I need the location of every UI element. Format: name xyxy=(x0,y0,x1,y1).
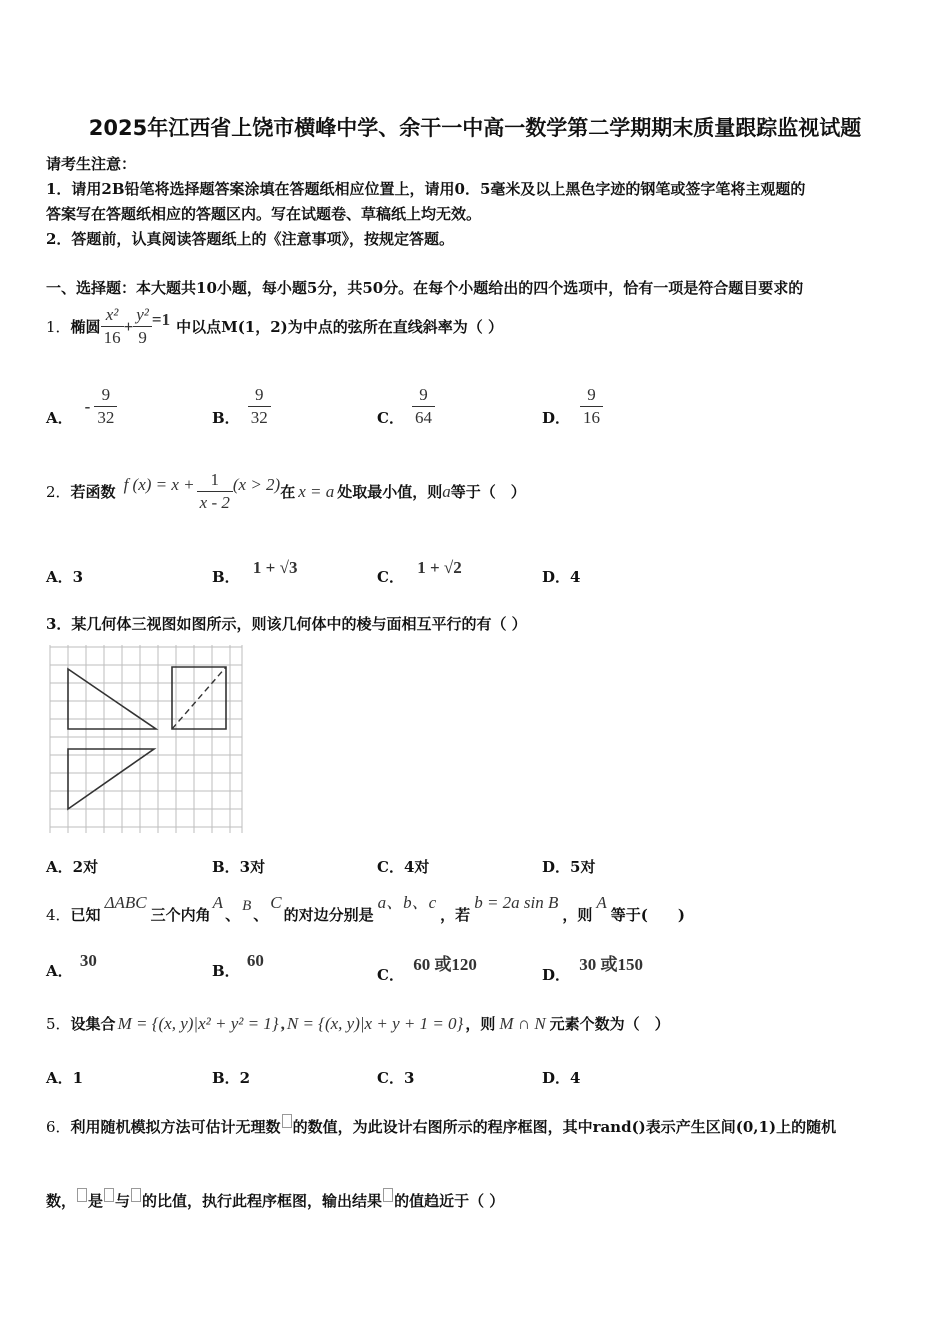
q1-option-c-label: C． xyxy=(377,409,404,427)
q2-option-d[interactable]: D．4 xyxy=(542,568,581,586)
q1-frac1-den: 16 xyxy=(103,328,121,347)
q4-option-c[interactable] xyxy=(377,955,477,985)
q2-prefix: 若函数 xyxy=(70,483,116,501)
q4-sep1: 、 xyxy=(225,906,241,924)
notice-line-1b: 答案写在答题纸相应的答题区内。写在试题卷、草稿纸上均无效。 xyxy=(46,205,482,223)
missing-symbol-box xyxy=(383,1188,393,1202)
q1-equals: =1 xyxy=(151,309,171,329)
q4-mid3: ，若 xyxy=(440,906,471,924)
page-title: 2025年江西省上饶市横峰中学、余干一中高一数学第二学期期末质量跟踪监视试题 xyxy=(88,116,862,140)
q4-angle-a: A xyxy=(212,893,224,912)
q3-option-d[interactable]: D．5对 xyxy=(542,858,596,876)
question-6-line-1 xyxy=(46,1114,836,1137)
q1-fraction-y xyxy=(133,305,152,348)
q6-line2a: 数， xyxy=(46,1192,77,1210)
question-4 xyxy=(46,893,685,925)
q4-option-d[interactable] xyxy=(542,955,643,985)
q1-stem: 中以点M(1，2)为中点的弦所在直线斜率为（ ） xyxy=(176,318,503,336)
question-2 xyxy=(46,470,526,513)
q4-angle-c: C xyxy=(270,893,282,912)
q4-answer-var: A xyxy=(596,893,607,912)
q1-option-c-den: 64 xyxy=(414,408,432,427)
q4-angle-b: B xyxy=(242,898,252,914)
q5-option-d[interactable]: D．4 xyxy=(542,1069,581,1087)
q4-mid2: 的对边分别是 xyxy=(283,906,374,924)
q5-comma: , xyxy=(280,1013,285,1033)
q4-option-b[interactable] xyxy=(212,951,264,981)
q2-option-a[interactable]: A．3 xyxy=(46,568,84,586)
q5-set-m: M = {(x, y)|x² + y² = 1} xyxy=(117,1013,279,1033)
q2-frac-num: 1 xyxy=(197,470,233,492)
q1-number: 1． xyxy=(46,318,71,336)
q1-option-b-frac xyxy=(248,385,271,428)
figure-grid xyxy=(50,645,242,833)
side-view-dashed-diagonal xyxy=(172,667,226,729)
q2-option-c-label: C． xyxy=(377,568,404,586)
q4-mid1: 三个内角 xyxy=(150,906,211,924)
q4-post: 等于( ) xyxy=(610,906,685,924)
q2-fraction xyxy=(197,470,233,513)
q1-option-a-sign: - xyxy=(84,396,91,416)
q1-option-d-label: D． xyxy=(542,409,571,427)
q4-option-d-label: D． xyxy=(542,966,571,984)
q6-line1a: 利用随机模拟方法可估计无理数 xyxy=(70,1118,281,1136)
q6-line2b: 是 xyxy=(88,1192,104,1210)
q5-post: 元素个数为（ ） xyxy=(549,1015,670,1033)
q2-post1: 处取最小值，则 xyxy=(337,483,443,501)
q4-option-b-value: 60 xyxy=(246,951,264,970)
q4-option-c-label: C． xyxy=(377,966,404,984)
q4-prefix: 已知 xyxy=(70,906,101,924)
q1-option-a[interactable] xyxy=(46,385,117,428)
q1-frac2-num: y² xyxy=(133,305,152,327)
q6-line2d: 的比值，执行此程序框图，输出结果 xyxy=(142,1192,383,1210)
q6-line2e: 的值趋近于（ ） xyxy=(394,1192,505,1210)
q1-option-d-frac xyxy=(580,385,603,428)
question-5 xyxy=(46,1013,670,1034)
q4-triangle: ΔABC xyxy=(104,893,147,912)
q1-option-a-frac xyxy=(94,385,117,428)
q5-number: 5． xyxy=(46,1015,71,1033)
q5-intersection: M ∩ N xyxy=(499,1013,546,1033)
missing-symbol-box xyxy=(282,1114,292,1128)
q4-number: 4． xyxy=(46,906,71,924)
q1-option-a-num: 9 xyxy=(94,385,117,407)
q4-mid4: ，则 xyxy=(562,906,593,924)
section-heading: 一、选择题：本大题共10小题，每小题5分，共50分。在每个小题给出的四个选项中，恰有一项是符合题目要求的 xyxy=(46,279,804,297)
q2-option-b-label: B． xyxy=(212,568,240,586)
q1-prefix: 椭圆 xyxy=(70,318,101,336)
missing-symbol-box xyxy=(131,1188,141,1202)
q1-option-d-num: 9 xyxy=(580,385,603,407)
q1-option-b-label: B． xyxy=(212,409,240,427)
q2-option-b-value: 1 + √3 xyxy=(252,558,298,577)
q1-option-c-frac xyxy=(412,385,435,428)
question-3: 3．某几何体三视图如图所示，则该几何体中的棱与面相互平行的有（ ） xyxy=(46,615,527,633)
q2-function: f (x) = x + xyxy=(123,474,195,494)
notice-line-1a: 1．请用2B铅笔将选择题答案涂填在答题纸相应位置上，请用0．5毫米及以上黑色字迹的钢笔或签字笔将主观题的 xyxy=(46,180,806,198)
q4-sides: a、b、c xyxy=(377,893,437,912)
q2-mid: 在 xyxy=(280,483,296,501)
q6-line1b: 的数值，为此设计右图所示的程序框图，其中rand()表示产生区间(0,1)上的随机 xyxy=(292,1118,837,1136)
q2-option-b[interactable] xyxy=(212,558,298,587)
q4-option-c-value: 60 或120 xyxy=(413,955,477,974)
q1-fraction-x xyxy=(101,305,124,348)
q2-xa: x = a xyxy=(298,481,335,501)
q1-option-c-num: 9 xyxy=(412,385,435,407)
q5-option-c[interactable]: C．3 xyxy=(377,1069,415,1087)
q4-condition: b = 2a sin B xyxy=(474,893,559,912)
q5-mid: ，则 xyxy=(465,1015,496,1033)
q4-option-b-label: B． xyxy=(212,962,240,980)
q4-option-d-value: 30 或150 xyxy=(579,955,643,974)
three-view-figure xyxy=(48,645,244,835)
q6-line2c: 与 xyxy=(115,1192,131,1210)
q1-option-d[interactable] xyxy=(542,385,603,428)
front-view-triangle xyxy=(68,669,156,729)
q2-number: 2． xyxy=(46,483,71,501)
q6-number: 6． xyxy=(46,1118,71,1136)
q1-option-d-den: 16 xyxy=(583,408,601,427)
q2-condition: (x > 2) xyxy=(232,474,281,494)
q4-sep2: 、 xyxy=(253,906,269,924)
missing-symbol-box xyxy=(104,1188,114,1202)
q1-plus: + xyxy=(123,316,134,336)
q1-option-a-label: A． xyxy=(46,409,73,427)
notice-heading: 请考生注意： xyxy=(46,155,137,173)
q2-frac-den: x - 2 xyxy=(199,493,230,512)
q1-frac1-num: x² xyxy=(101,305,124,327)
missing-symbol-box xyxy=(77,1188,87,1202)
q1-option-c[interactable] xyxy=(377,385,435,428)
q3-option-a[interactable]: A．2对 xyxy=(46,858,99,876)
q2-option-c-value: 1 + √2 xyxy=(417,558,462,577)
q5-option-b[interactable]: B．2 xyxy=(212,1069,251,1087)
q3-option-c[interactable]: C．4对 xyxy=(377,858,430,876)
q5-set-n: N = {(x, y)|x + y + 1 = 0} xyxy=(286,1013,464,1033)
q2-post2: 等于（ ） xyxy=(450,483,526,501)
q1-option-a-den: 32 xyxy=(97,408,115,427)
q1-frac2-den: 9 xyxy=(138,328,147,347)
q1-option-b-den: 32 xyxy=(250,408,268,427)
q2-option-c[interactable] xyxy=(377,558,462,587)
q4-option-a-value: 30 xyxy=(79,951,97,970)
q4-option-a[interactable] xyxy=(46,951,97,981)
q5-prefix: 设集合 xyxy=(70,1015,116,1033)
q2-a: a xyxy=(442,481,451,501)
top-view-triangle xyxy=(68,749,154,809)
question-1 xyxy=(46,305,503,348)
notice-line-2: 2．答题前，认真阅读答题纸上的《注意事项》，按规定答题。 xyxy=(46,230,454,248)
q5-option-a[interactable]: A．1 xyxy=(46,1069,84,1087)
q1-option-b-num: 9 xyxy=(248,385,271,407)
q4-option-a-label: A． xyxy=(46,962,73,980)
question-6-line-2 xyxy=(46,1188,504,1211)
q3-option-b[interactable]: B．3对 xyxy=(212,858,266,876)
q1-option-b[interactable] xyxy=(212,385,271,428)
